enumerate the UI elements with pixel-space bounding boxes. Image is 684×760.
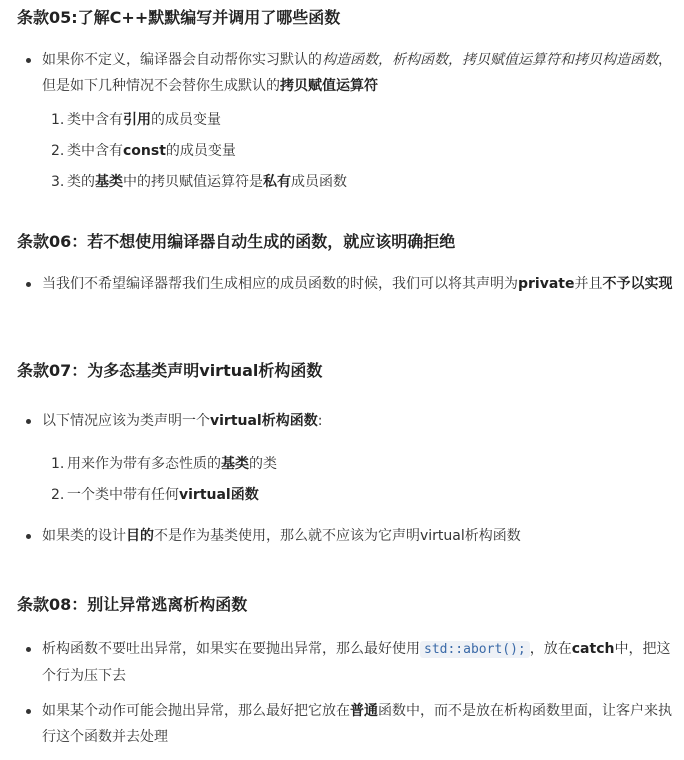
section-heading-06: 条款06：若不想使用编译器自动生成的函数，就应该明确拒绝 xyxy=(17,232,456,251)
list-item: 当我们不希望编译器帮我们生成相应的成员函数的时候，我们可以将其声明为private并且不予以实现 xyxy=(42,271,678,297)
list-item: 2. 类中含有const的成员变量 xyxy=(51,143,236,159)
list-item: 3. 类的基类中的拷贝赋值运算符是私有成员函数 xyxy=(51,174,347,190)
list-item: 1. 用来作为带有多态性质的基类的类 xyxy=(51,456,277,472)
list-item: 以下情况应该为类声明一个virtual析构函数: xyxy=(42,408,678,434)
list-item: 如果类的设计目的不是作为基类使用，那么就不应该为它声明virtual析构函数 xyxy=(42,523,678,549)
list-item: 析构函数不要吐出异常，如果实在要抛出异常，那么最好使用 std::abort(); ，放在catch中，把这个行为压下去 xyxy=(42,636,678,689)
list-item: 1. 类中含有引用的成员变量 xyxy=(51,112,221,128)
list-item: 如果你不定义，编译器会自动帮你实习默认的构造函数，析构函数，拷贝赋值运算符和拷贝构造函数，但是如下几种情况不会替你生成默认的拷贝赋值运算符 xyxy=(42,47,678,99)
section-heading-08: 条款08：别让异常逃离析构函数 xyxy=(17,595,248,614)
list-item: 2. 一个类中带有任何virtual函数 xyxy=(51,487,259,503)
list-item: 如果某个动作可能会抛出异常，那么最好把它放在普通函数中，而不是放在析构函数里面，让客户来执行这个函数并去处理 xyxy=(42,698,678,750)
inline-code: std::abort(); xyxy=(420,641,530,658)
section-heading-05: 条款05:了解C++默默编写并调用了哪些函数 xyxy=(17,8,341,27)
section-heading-07: 条款07：为多态基类声明virtual析构函数 xyxy=(17,361,323,380)
